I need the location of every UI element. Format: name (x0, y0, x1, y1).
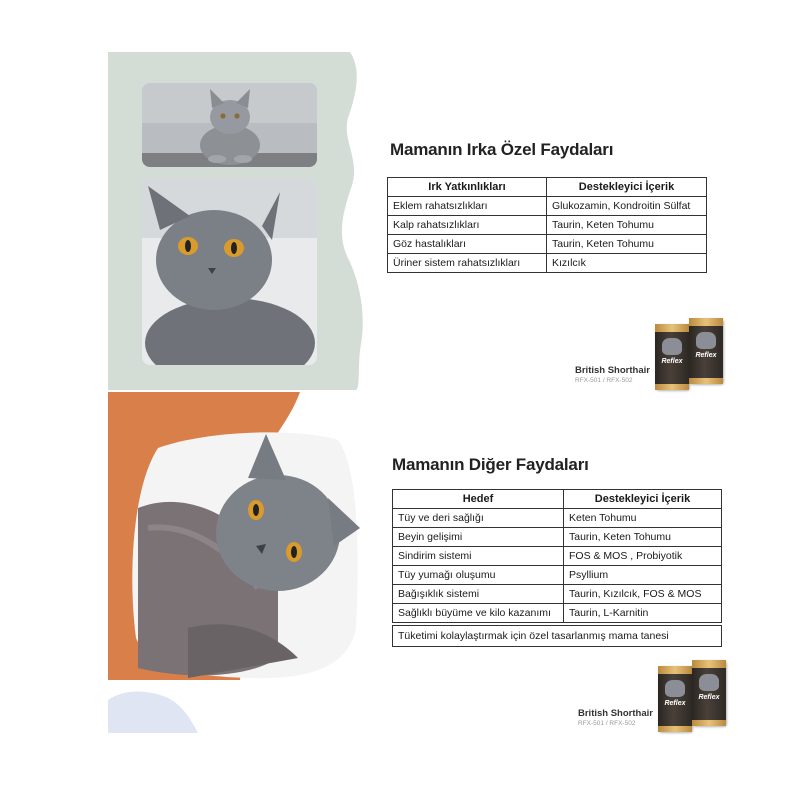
product-bags (658, 660, 728, 732)
product-code: RFX-501 / RFX-502 (575, 377, 633, 384)
table-cell: Keten Tohumu (564, 509, 722, 528)
table-cell: Sağlıklı büyüme ve kilo kazanımı (393, 604, 564, 623)
table-cell: Beyin gelişimi (393, 528, 564, 547)
table-row (393, 585, 722, 604)
product-label: British Shorthair (575, 365, 650, 376)
brand-logo: Reflex (661, 358, 683, 365)
table-header-cell: Destekleyici İçerik (547, 178, 707, 197)
table-cell: Taurin, Keten Tohumu (564, 528, 722, 547)
table-cell: Psyllium (564, 566, 722, 585)
product-bag (658, 666, 692, 732)
product-caption (575, 365, 650, 384)
table-cell: FOS & MOS , Probiyotik (564, 547, 722, 566)
adult-cat-photo (142, 178, 317, 365)
table-cell: Glukozamin, Kondroitin Sülfat (547, 197, 707, 216)
table-row (388, 235, 707, 254)
table-header-cell: Destekleyici İçerik (564, 490, 722, 509)
table-cell: Göz hastalıkları (388, 235, 547, 254)
brand-logo: Reflex (698, 694, 720, 701)
product-bag (692, 660, 726, 726)
table-row (393, 604, 722, 623)
section2-title: Mamanın Diğer Faydaları (392, 455, 589, 474)
footer-note (392, 625, 722, 647)
product-caption (578, 708, 653, 727)
table-header-row (388, 178, 707, 197)
section2-table (392, 489, 722, 623)
table-cell: Taurin, Keten Tohumu (547, 216, 707, 235)
table-cell: Sindirim sistemi (393, 547, 564, 566)
product-code: RFX-501 / RFX-502 (578, 720, 636, 727)
table-header-cell: Irk Yatkınlıkları (388, 178, 547, 197)
table-cell: Tüy ve deri sağlığı (393, 509, 564, 528)
table-cell: Kalp rahatsızlıkları (388, 216, 547, 235)
table-header-row (393, 490, 722, 509)
cat-on-bed-photo (128, 428, 360, 680)
brand-logo: Reflex (664, 700, 686, 707)
table-row (393, 528, 722, 547)
table-cell: Üriner sistem rahatsızlıkları (388, 254, 547, 273)
table-cell: Taurin, Keten Tohumu (547, 235, 707, 254)
table-cell: Kızılcık (547, 254, 707, 273)
table-row (388, 216, 707, 235)
table-cell: Taurin, Kızılcık, FOS & MOS (564, 585, 722, 604)
table-row (388, 197, 707, 216)
table-row (393, 566, 722, 585)
table-row (393, 547, 722, 566)
table-cell: Bağışıklık sistemi (393, 585, 564, 604)
table-row (388, 254, 707, 273)
table-cell: Taurin, L-Karnitin (564, 604, 722, 623)
table-row (393, 509, 722, 528)
footer-note-text: Tüketimi kolaylaştırmak için özel tasarlanmış mama tanesi (398, 630, 669, 642)
product-label: British Shorthair (578, 708, 653, 719)
product-bag (655, 324, 689, 390)
product-bag (689, 318, 723, 384)
section1-table (387, 177, 707, 273)
section1-title: Mamanın Irka Özel Faydaları (390, 140, 614, 159)
table-cell: Tüy yumağı oluşumu (393, 566, 564, 585)
brand-logo: Reflex (695, 352, 717, 359)
kitten-photo (142, 83, 317, 167)
table-cell: Eklem rahatsızlıkları (388, 197, 547, 216)
table-header-cell: Hedef (393, 490, 564, 509)
product-bags (655, 318, 725, 390)
